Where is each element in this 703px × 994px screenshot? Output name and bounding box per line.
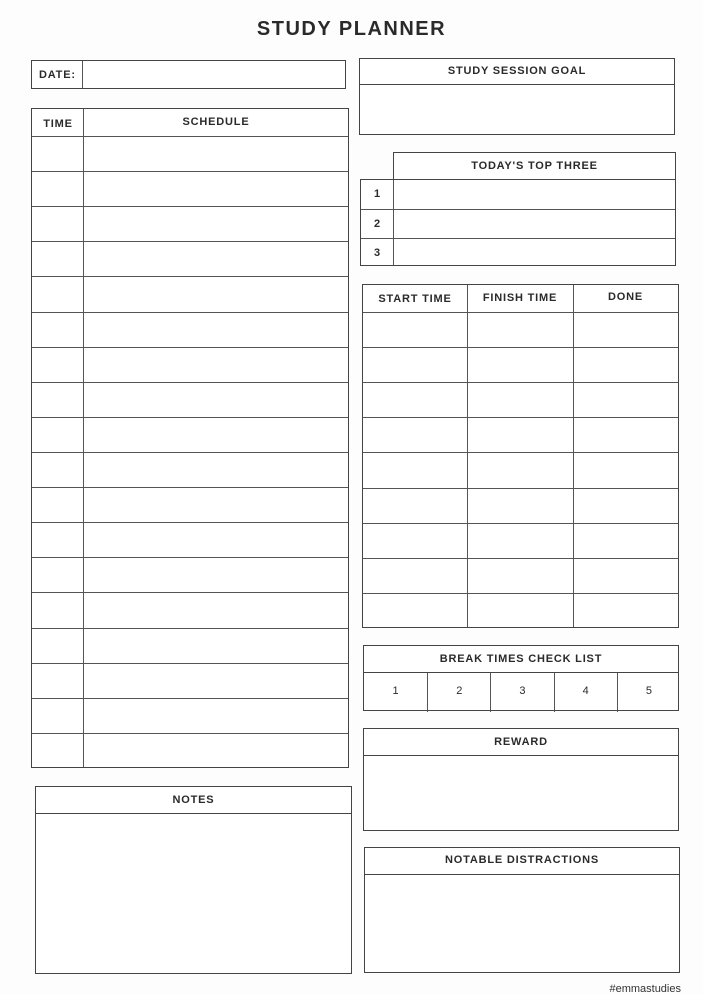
top-three-list [360,179,676,266]
notable-distractions-box[interactable] [364,847,680,973]
session-row[interactable] [363,417,678,453]
session-row[interactable] [363,593,678,629]
start-time-header: START TIME [378,293,452,305]
session-row[interactable] [363,523,678,559]
schedule-row[interactable] [32,382,348,418]
divider [82,61,83,88]
item-number: 1 [373,188,381,200]
notable-distractions-header: NOTABLE DISTRACTIONS [365,848,679,875]
session-row[interactable] [363,488,678,524]
schedule-row[interactable] [32,241,348,277]
top-three-item[interactable] [361,180,675,209]
break-checkbox[interactable]: 5 [617,673,680,712]
notes-header: NOTES [36,787,351,814]
date-label: DATE: [39,69,76,81]
study-session-goal-header: STUDY SESSION GOAL [360,59,674,85]
break-checkbox[interactable]: 4 [554,673,617,712]
reward-box[interactable] [363,728,679,831]
session-row[interactable] [363,347,678,383]
top-three-item[interactable] [361,238,675,268]
session-row[interactable] [363,312,678,348]
date-field[interactable] [31,60,346,89]
schedule-row[interactable] [32,206,348,242]
finish-time-header: FINISH TIME [482,292,558,304]
item-number: 3 [373,247,381,259]
schedule-row[interactable] [32,698,348,734]
schedule-row[interactable] [32,417,348,453]
item-number: 2 [373,218,381,230]
session-times-table [362,284,679,628]
schedule-row[interactable] [32,136,348,172]
top-three-item[interactable] [361,209,675,239]
schedule-row[interactable] [32,628,348,664]
break-times-header: BREAK TIMES CHECK LIST [364,646,678,673]
footer-hashtag: #emmastudies [609,983,681,994]
schedule-row[interactable] [32,312,348,348]
schedule-row[interactable] [32,171,348,207]
top-three-title: TODAY'S TOP THREE [471,160,598,172]
schedule-row[interactable] [32,487,348,523]
schedule-row[interactable] [32,557,348,593]
done-header: DONE [608,291,643,303]
schedule-table [31,108,349,768]
break-times-checklist [363,645,679,711]
break-checkbox[interactable]: 3 [490,673,553,712]
time-column-header: TIME [43,118,73,130]
break-checkbox[interactable]: 2 [427,673,490,712]
schedule-row[interactable] [32,452,348,488]
schedule-row[interactable] [32,733,348,769]
schedule-row[interactable] [32,276,348,312]
schedule-row[interactable] [32,592,348,628]
notes-box[interactable] [35,786,352,974]
session-times-header [363,285,678,313]
schedule-row[interactable] [32,347,348,383]
reward-header: REWARD [364,729,678,756]
schedule-column-header: SCHEDULE [182,116,250,128]
schedule-row[interactable] [32,663,348,699]
schedule-row[interactable] [32,522,348,558]
session-row[interactable] [363,558,678,594]
session-row[interactable] [363,452,678,488]
page-title: STUDY PLANNER [256,18,447,40]
session-row[interactable] [363,382,678,418]
study-session-goal-box[interactable] [359,58,675,135]
break-checkbox[interactable]: 1 [392,685,399,697]
top-three-header [393,152,676,180]
schedule-header [32,109,348,137]
